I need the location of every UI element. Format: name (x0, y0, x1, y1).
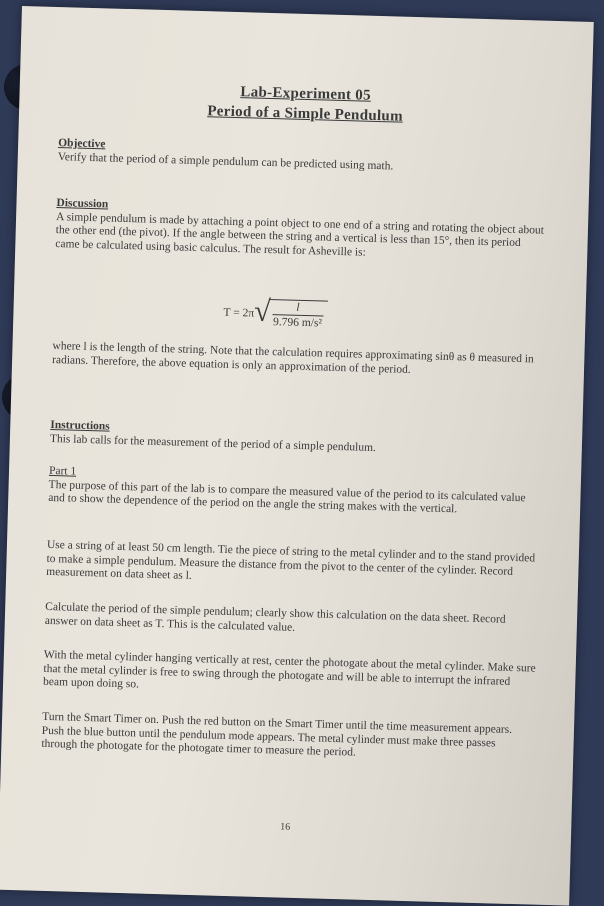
instructions-section (50, 419, 543, 460)
instructions-heading: Instructions (50, 418, 110, 433)
formula-denominator: 9.796 m/s² (272, 316, 323, 330)
discussion-text: A simple pendulum is made by attaching a point object to one end of a string and rotating the object about the other end (the pivot). If the angle between the string and a vertical is less than 15°, then its period came be calculated using basic calculus. The result for Asheville is: (55, 210, 545, 259)
part1-paragraph-5-block (41, 711, 534, 765)
title-block (19, 76, 592, 132)
document-page (0, 6, 594, 906)
part1-paragraph-4-block (43, 649, 536, 703)
part1-paragraph-3-block (45, 601, 538, 642)
formula-lhs: T = 2π (223, 306, 255, 320)
page-number: 16 (280, 821, 291, 833)
part1-paragraph-1: The purpose of this part of the lab is to compare the measured value of the period to its calculated value and to show the dependence of the period on the angle the string makes with the vertical. (48, 478, 526, 516)
instructions-text: This lab calls for the measurement of the period of a simple pendulum. (49, 432, 377, 454)
discussion-text-2: where l is the length of the string. Note that the calculation requires approximating sinθ as θ measured in radians. Therefore, the above equation is only an approximation of the period. (51, 339, 534, 376)
discussion-heading: Discussion (56, 197, 109, 211)
fraction (268, 299, 328, 331)
period-formula (223, 298, 328, 331)
part1-heading: Part 1 (48, 464, 77, 478)
discussion-section (55, 197, 548, 265)
lab-title: Lab-Experiment 05 (240, 84, 372, 104)
discussion-followup (52, 340, 545, 381)
part1-section (48, 465, 541, 519)
square-root (258, 299, 328, 331)
objective-section (58, 137, 551, 178)
objective-heading: Objective (58, 137, 106, 151)
part1-paragraph-5: Turn the Smart Timer on. Push the red button on the Smart Timer until the time measurement appears. Push the blue button until the pendulum mode appears. The metal cylinder must make three passes through the photogate for the photogate timer to measure the period. (41, 710, 513, 759)
objective-text: Verify that the period of a simple pendulum can be predicted using math. (57, 150, 394, 172)
part1-paragraph-2-block (46, 539, 539, 593)
experiment-title: Period of a Simple Pendulum (207, 103, 404, 125)
part1-paragraph-3: Calculate the period of the simple pendulum; clearly show this calculation on the data sheet. Record answer on data sheet as T. This is the calculated value. (44, 600, 506, 634)
formula-numerator: √ l (272, 300, 324, 316)
part1-paragraph-2: Use a string of at least 50 cm length. Tie the piece of string to the metal cylinder and to the stand provided to make a simple pendulum. Measure the distance from the pivot to the center of the cylinder. Record measurement on data sheet as l. (46, 538, 536, 582)
part1-paragraph-4: With the metal cylinder hanging vertically at rest, center the photogate about the metal cylinder. Make sure that the metal cylinder is free to swing through the photogate and will be able to interrupt the infrared beam upon doing so. (42, 648, 536, 691)
